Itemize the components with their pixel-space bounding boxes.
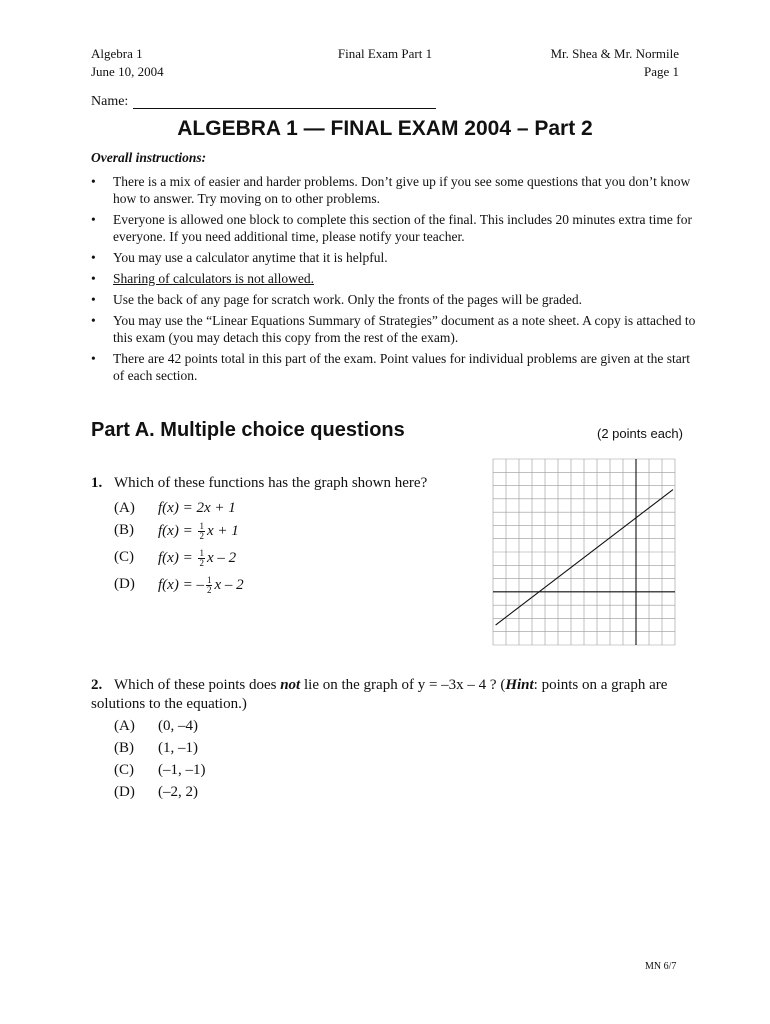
option-c[interactable]: (C) f(x) = $\frac{1}{2}$ x – 2 bbox=[114, 548, 237, 568]
instruction-item: • There is a mix of easier and harder problems. Don’t give up if you see some questions that you don’t know how to answer. Try moving on to other problems. bbox=[91, 174, 691, 206]
instructions-heading: Overall instructions: bbox=[91, 150, 207, 165]
option-d[interactable]: (D) (–2, 2) bbox=[114, 784, 198, 800]
bullet-icon: • bbox=[91, 351, 96, 366]
question-text: Which of these functions has the graph shown here? bbox=[114, 475, 428, 491]
instruction-item: • There are 42 points total in this part of the exam. Point values for individual problems are given at the start of each section. bbox=[91, 351, 690, 383]
header-teachers: Mr. Shea & Mr. Normile bbox=[550, 46, 679, 61]
instruction-item: • Everyone is allowed one block to complete this section of the final. This includes 20 minutes extra time for everyone. If you need additional time, please notify your teacher. bbox=[91, 212, 692, 244]
header-page-number: Page 1 bbox=[643, 64, 679, 79]
option-d[interactable]: (D) f(x) = – $\frac{1}{2}$ x – 2 bbox=[114, 575, 244, 595]
section-points: (2 points each) bbox=[597, 426, 683, 441]
name-label: Name: bbox=[91, 94, 129, 109]
option-b[interactable]: (B) f(x) = $\frac{1}{2}$ x + 1 bbox=[114, 521, 239, 541]
question-1 bbox=[91, 474, 427, 493]
option-a[interactable]: (A) (0, –4) bbox=[114, 718, 198, 734]
question-1-options bbox=[114, 500, 374, 600]
header-date: June 10, 2004 bbox=[91, 64, 164, 79]
question-number: 1. bbox=[91, 475, 103, 491]
fraction: $\frac{1}{2}$ bbox=[199, 521, 204, 541]
question-2: 2. Which of these points does not lie on the graph of y = –3x – 4 ? (Hint: points on a graph are solutions to the equation.) bbox=[91, 677, 668, 712]
question-number: 2. bbox=[91, 677, 103, 693]
footer-code: MN 6/7 bbox=[645, 961, 677, 972]
bullet-icon: • bbox=[91, 212, 96, 227]
fraction: $\frac{1}{2}$ bbox=[199, 548, 204, 568]
question-2-options bbox=[114, 718, 334, 810]
section-title: Part A. Multiple choice questions bbox=[91, 419, 405, 441]
coordinate-graph bbox=[492, 458, 676, 646]
instruction-item: • You may use the “Linear Equations Summary of Strategies” document as a note sheet. A copy is attached to this exam (you may detach this copy from the rest of the exam). bbox=[91, 313, 696, 345]
option-a[interactable]: (A) f(x) = 2x + 1 bbox=[114, 500, 236, 516]
option-b[interactable]: (B) (1, –1) bbox=[114, 740, 198, 756]
header-course: Algebra 1 bbox=[91, 46, 143, 61]
header-exam: Final Exam Part 1 bbox=[337, 46, 433, 61]
bullet-icon: • bbox=[91, 271, 96, 286]
bullet-icon: • bbox=[91, 250, 96, 265]
option-c[interactable]: (C) (–1, –1) bbox=[114, 762, 206, 778]
page-title: ALGEBRA 1 — FINAL EXAM 2004 – Part 2 bbox=[177, 117, 593, 140]
bullet-icon: • bbox=[91, 292, 96, 307]
bullet-icon: • bbox=[91, 313, 96, 328]
bullet-icon: • bbox=[91, 174, 96, 189]
instructions-list bbox=[91, 173, 696, 388]
instruction-item: • Sharing of calculators is not allowed. bbox=[91, 271, 314, 286]
instruction-item: • Use the back of any page for scratch work. Only the fronts of the pages will be graded. bbox=[91, 292, 582, 307]
fraction: $\frac{1}{2}$ bbox=[206, 575, 212, 595]
name-field[interactable] bbox=[133, 108, 436, 109]
instruction-item: • You may use a calculator anytime that it is helpful. bbox=[91, 250, 388, 265]
